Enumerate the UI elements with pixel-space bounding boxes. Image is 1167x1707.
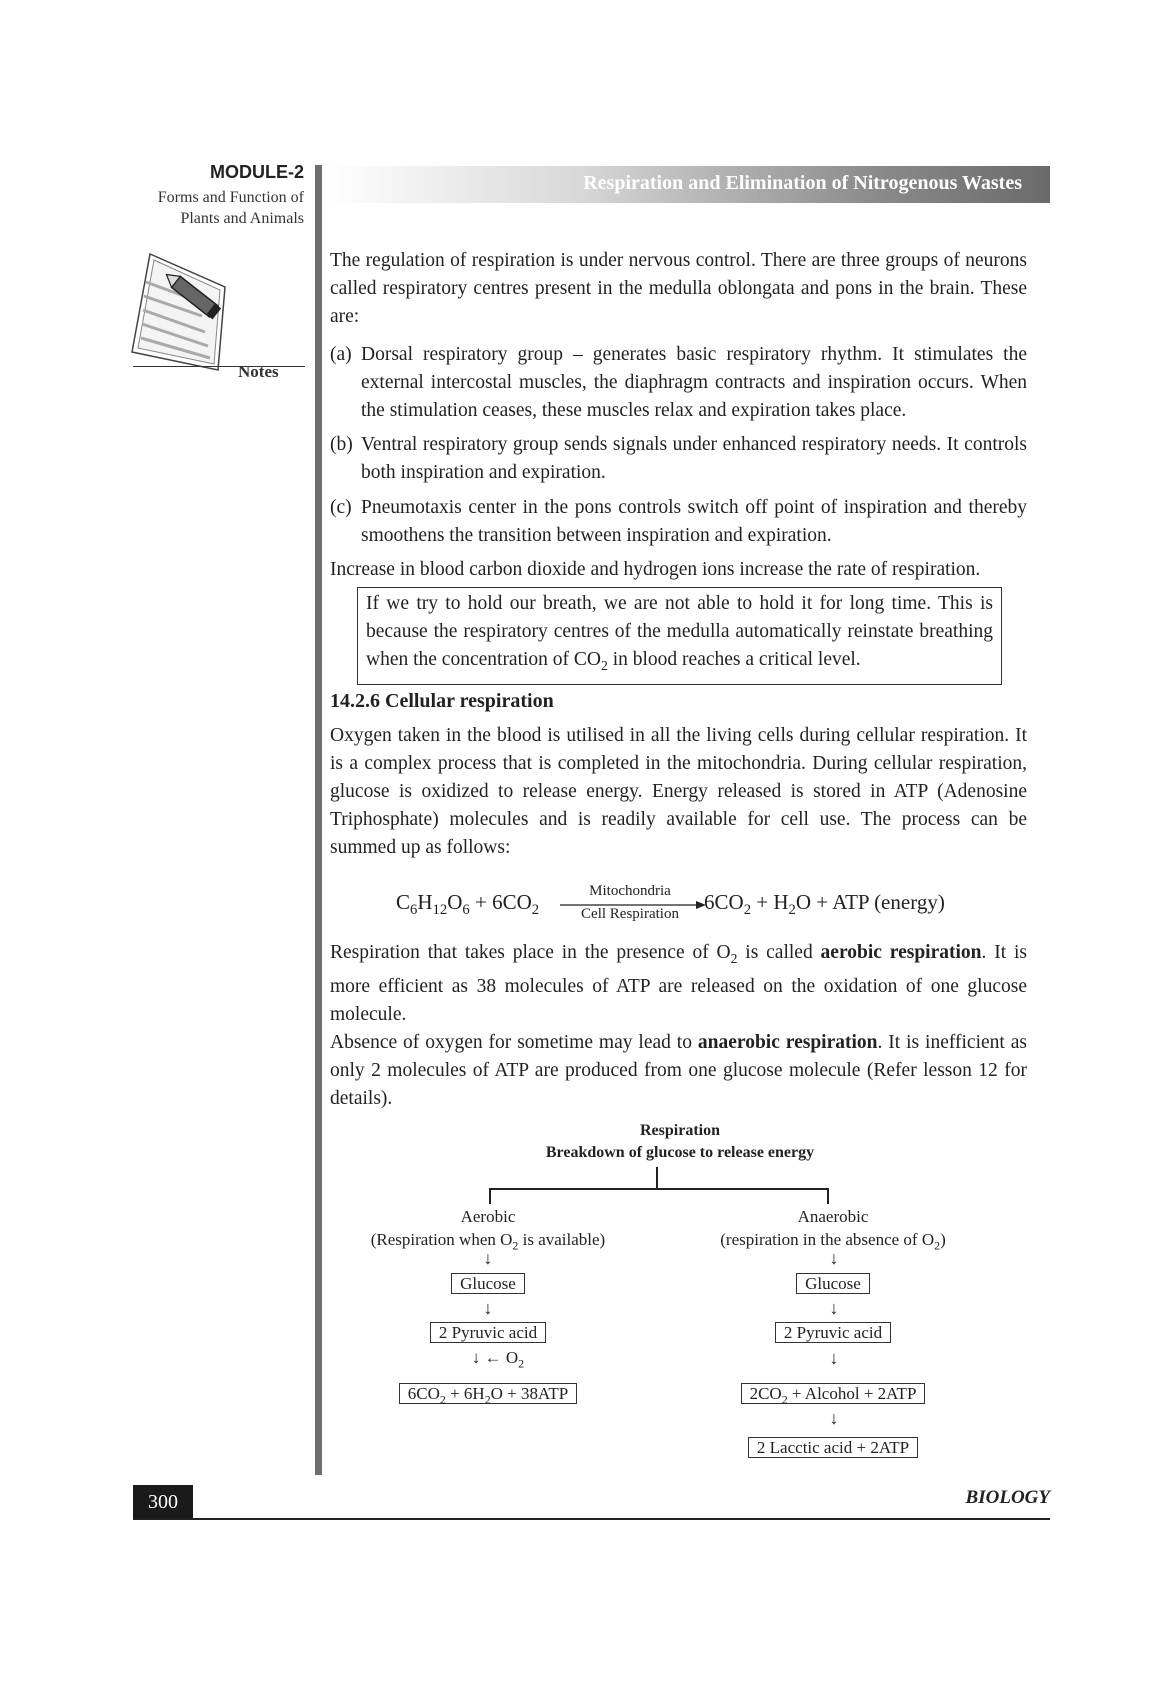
down-arrow-icon: ↓ — [483, 1298, 493, 1318]
boxed-note-text-post: in blood reaches a critical level. — [607, 649, 861, 670]
anaerobic-final-node — [708, 1383, 958, 1410]
equation-reactants: $C_6H_{12}O_6 + 6CO_2$ — [396, 890, 540, 919]
flowchart-subtitle: Breakdown of glucose to release energy — [545, 1144, 815, 1161]
aerobic-description: (Respiration when $O_2$ is available) — [370, 1230, 606, 1253]
anaerobic-term: anaerobic respiration — [697, 1032, 878, 1053]
down-arrow-oxygen-icon: ↓ ← $O_2$ — [471, 1348, 525, 1371]
anaerobic-desc-pre: (respiration in the absence of O — [720, 1230, 935, 1249]
list-item-text: Dorsal respiratory group – generates basic respiratory rhythm. It stimulates the external intercostal muscles, the diaphragm contracts and inspiration occurs. When the stimulation ceases, these muscles relax and expiration takes place. — [361, 344, 1027, 421]
anaerobic-label: Anaerobic — [797, 1207, 869, 1226]
flowchart-title: Respiration — [640, 1122, 720, 1139]
aerobic-desc-pre: (Respiration when O — [370, 1230, 513, 1249]
list-item-text: Ventral respiratory group sends signals under enhanced respiratory needs. It controls both inspiration and expiration. — [361, 434, 1027, 483]
down-arrow-icon: ↓ — [829, 1408, 839, 1428]
aerobic-final-b: + 6H — [445, 1384, 485, 1403]
margin-vertical-bar — [315, 165, 322, 1475]
chapter-title: Respiration and Elimination of Nitrogenous Wastes — [583, 172, 1022, 194]
flowchart-connector-left — [489, 1188, 491, 1204]
module-subtitle-line2: Plants and Animals — [180, 210, 304, 227]
aerobic-pyruvic-box: 2 Pyruvic acid — [430, 1322, 546, 1343]
aerobic-pyruvic-node — [388, 1322, 588, 1344]
equation-arrow-top-label: Mitochondria — [589, 883, 671, 899]
anaerobic-final-b: + Alcohol + 2ATP — [787, 1384, 917, 1403]
aerobic-desc-post: is available) — [518, 1230, 606, 1249]
anaerobic-pyruvic-node — [733, 1322, 933, 1344]
list-item-text: Pneumotaxis center in the pons controls switch off point of inspiration and thereby smoothens the transition between inspiration and expiration. — [361, 497, 1027, 546]
anaerobic-glucose-box: Glucose — [796, 1273, 870, 1294]
flowchart-connector-horizontal — [489, 1188, 829, 1190]
anaerobic-text-pre: Absence of oxygen for sometime may lead to — [330, 1032, 698, 1053]
boxed-note-text-pre: If we try to hold our breath, we are not able to hold it for long time. This is because the respiratory centres of the medulla automatically reinstate breathing when the concentration of CO — [366, 593, 993, 670]
list-item-a — [330, 341, 1027, 425]
aerobic-text-post: . It is more efficient as 38 molecules of ATP are released on the oxidation of one glucose molecule. — [330, 942, 1027, 1025]
list-item-c — [330, 494, 1027, 550]
boxed-note-sub: 2 — [601, 657, 608, 673]
aerobic-text-pre: Respiration that takes place in the presence of O — [330, 942, 731, 963]
aerobic-glucose-box: Glucose — [451, 1273, 525, 1294]
anaerobic-description: (respiration in the absence of $O_2$) — [720, 1230, 946, 1253]
aerobic-final-node — [363, 1383, 613, 1410]
lactic-box: 2 Lacctic acid + 2ATP — [748, 1437, 918, 1458]
anaerobic-final-box: $2CO_2$ + Alcohol + 2ATP — [741, 1383, 926, 1404]
aerobic-term: aerobic respiration — [820, 942, 982, 963]
list-item-label: (b) — [330, 434, 353, 455]
increase-paragraph: Increase in blood carbon dioxide and hydrogen ions increase the rate of respiration. — [330, 559, 981, 580]
anaerobic-paragraph — [330, 1029, 1027, 1113]
page-number: 300 — [133, 1485, 193, 1519]
anaerobic-glucose-node — [733, 1273, 933, 1295]
flowchart-connector-right — [827, 1188, 829, 1204]
down-arrow-icon: ↓ — [829, 1248, 839, 1268]
aerobic-final-a: 6CO — [407, 1384, 440, 1403]
aerobic-text-mid: is called — [737, 942, 821, 963]
module-subtitle — [140, 187, 304, 229]
aerobic-glucose-node — [388, 1273, 588, 1295]
equation-atp: ATP (energy) — [832, 890, 945, 914]
down-arrow-icon: ↓ — [829, 1348, 839, 1368]
lactic-node — [708, 1437, 958, 1459]
section-heading: 14.2.6 Cellular respiration — [330, 690, 554, 712]
aerobic-final-c: O + 38ATP — [490, 1384, 569, 1403]
footer-rule — [133, 1518, 1050, 1520]
anaerobic-desc-post: ) — [940, 1230, 946, 1249]
module-label: MODULE-2 — [210, 162, 304, 182]
notes-label: Notes — [238, 362, 279, 381]
aerobic-final-box: $6CO_2 + 6H_2O + 38ATP$ — [399, 1383, 578, 1404]
list-item-label: (a) — [330, 344, 352, 365]
down-arrow-icon: ↓ — [483, 1248, 493, 1268]
down-arrow-icon: ↓ — [829, 1298, 839, 1318]
boxed-note — [357, 587, 1002, 685]
anaerobic-pyruvic-box: 2 Pyruvic acid — [775, 1322, 891, 1343]
aerobic-label: Aerobic — [460, 1207, 516, 1226]
anaerobic-final-a: 2CO — [749, 1384, 782, 1403]
list-item-b — [330, 431, 1027, 487]
cellular-paragraph: Oxygen taken in the blood is utilised in all the living cells during cellular respiration. It is a complex process that is completed in the mitochondria. During cellular respiration, glucose is oxidized to release energy. Energy released is stored in ATP (Adenosine Triphosphate) molecules and is readily available for cell use. The process can be summed up as follows: — [330, 725, 1027, 858]
footer-title: BIOLOGY — [965, 1487, 1050, 1508]
intro-paragraph: The regulation of respiration is under nervous control. There are three groups of neurons called respiratory centres present in the medulla oblongata and pons in the brain. These are: — [330, 250, 1027, 327]
notes-pencil-icon — [130, 252, 240, 372]
list-item-label: (c) — [330, 497, 352, 518]
equation-plus: + — [474, 890, 487, 914]
flowchart-connector-vertical — [656, 1167, 658, 1189]
module-subtitle-line1: Forms and Function of — [157, 189, 304, 206]
chapter-header-band — [326, 166, 1050, 203]
anaerobic-text-post: . It is inefficient as only 2 molecules of ATP are produced from one glucose molecule (Refer lesson 12 for details). — [330, 1032, 1027, 1109]
aerobic-sub: 2 — [730, 950, 738, 966]
equation-arrow-bottom-label: Cell Respiration — [581, 906, 679, 922]
aerobic-paragraph — [330, 939, 1027, 1029]
equation-products: $6CO_2 + H_2O$ + ATP (energy) — [704, 890, 945, 919]
